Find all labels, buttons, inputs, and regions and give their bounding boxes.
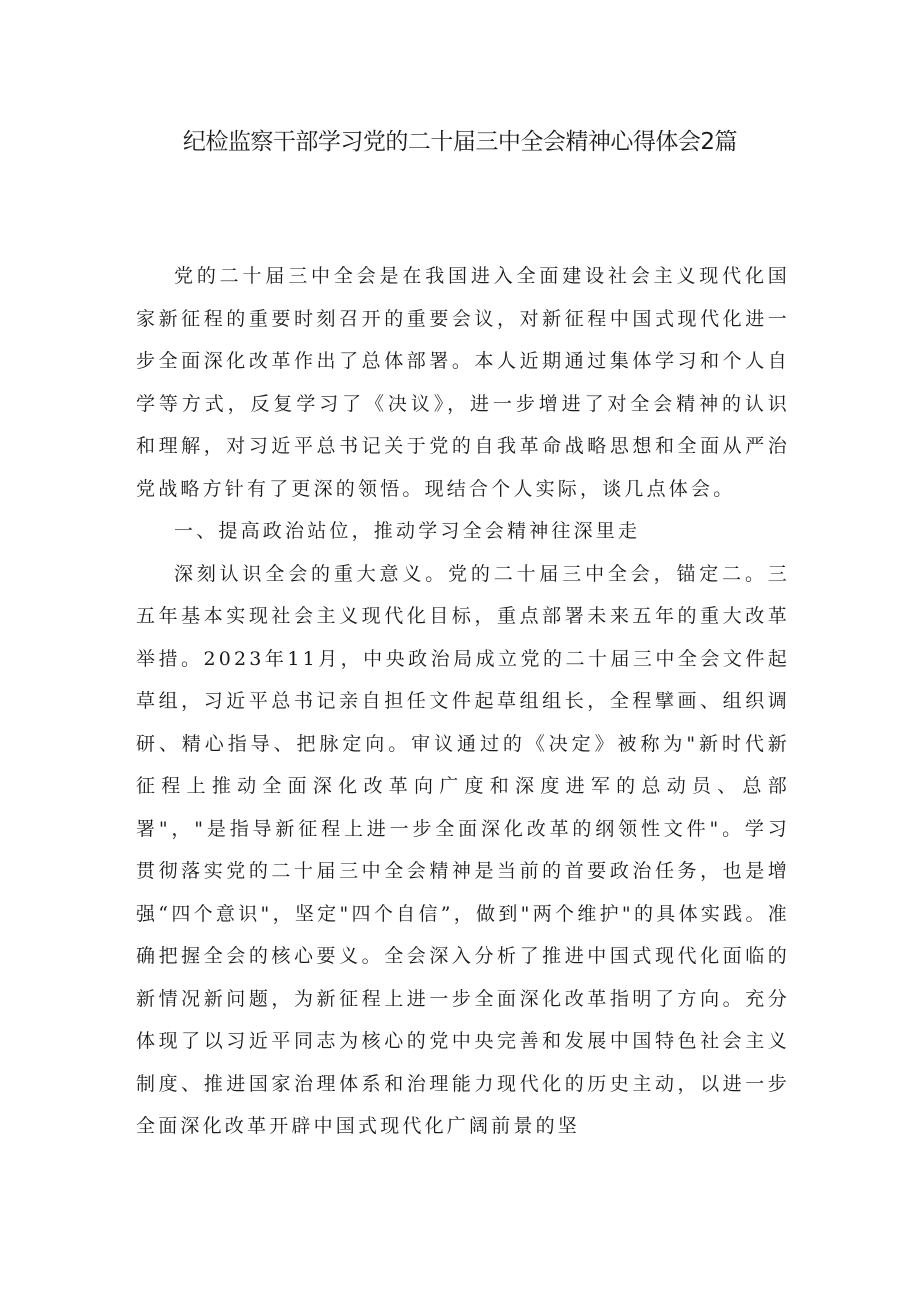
document-title: 纪检监察干部学习党的二十届三中全会精神心得体会2篇	[182, 129, 738, 155]
document-body	[136, 255, 790, 1148]
section-1-paragraph: 深刻认识全会的重大意义。党的二十届三中全会，锚定二。三五年基本实现社会主义现代化目标，重点部署未来五年的重大改革举措。2023年11月，中央政治局成立党的二十届三中全会文件起草组，习近平总书记亲自担任文件起草组组长，全程擘画、组织调研、精心指导、把脉定向。审议通过的《决定》被称为"新时代新征程上推动全面深化改革向广度和深度进军的总动员、总部署"，"是指导新征程上进一步全面深化改革的纲领性文件"。学习贯彻落实党的二十届三中全会精神是当前的首要政治任务，也是增强“四个意识"，坚定"四个自信”，做到"两个维护"的具体实践。准确把握全会的核心要义。全会深入分析了推进中国式现代化面临的新情况新问题，为新征程上进一步全面深化改革指明了方向。充分体现了以习近平同志为核心的党中央完善和发展中国特色社会主义制度、推进国家治理体系和治理能力现代化的历史主动，以进一步全面深化改革开辟中国式现代化广阔前景的坚	[136, 562, 790, 1137]
intro-paragraph: 党的二十届三中全会是在我国进入全面建设社会主义现代化国家新征程的重要时刻召开的重要会议，对新征程中国式现代化进一步全面深化改革作出了总体部署。本人近期通过集体学习和个人自学等方式，反复学习了《决议》，进一步增进了对全会精神的认识和理解，对习近平总书记关于党的自我革命战略思想和全面从严治党战略方针有了更深的领悟。现结合个人实际，谈几点体会。	[136, 265, 790, 500]
section-heading-1: 一、提高政治站位，推动学习全会精神往深里走	[174, 520, 641, 542]
